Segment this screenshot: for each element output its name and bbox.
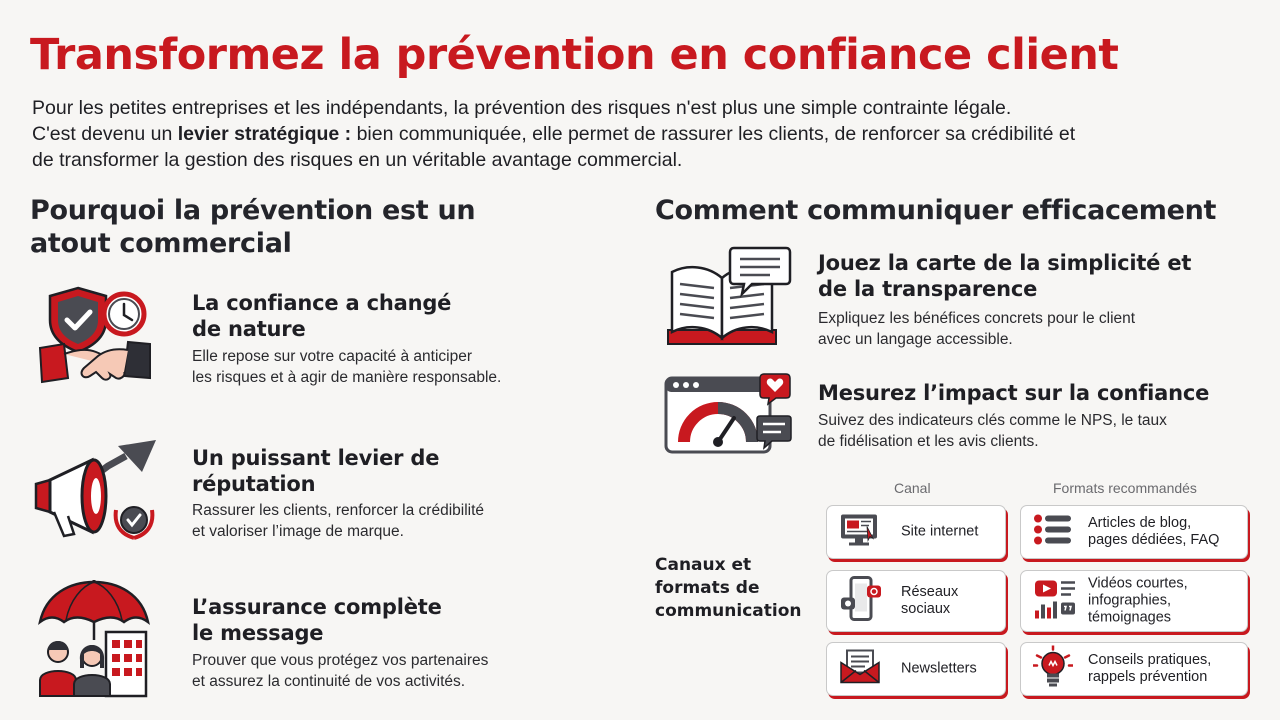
envelope-icon — [839, 649, 881, 690]
channels-label-line-1: Canaux et — [655, 555, 752, 575]
umbrella-people-icon — [36, 580, 154, 703]
open-book-chat-icon — [664, 244, 792, 353]
item-title — [192, 594, 612, 646]
channel-name-line-1: Newsletters — [901, 660, 977, 677]
channel-name-line-1: Site internet — [901, 523, 979, 540]
formats-line-1: Vidéos courtes, — [1088, 575, 1188, 592]
intro-line-2c: bien communiquée, elle permet de rassurer les clients, de renforcer sa crédibilité et — [351, 123, 1076, 145]
channel-card-social — [826, 570, 1006, 632]
channel-name — [901, 584, 958, 618]
formats-card-social — [1020, 570, 1248, 632]
formats-line-2: infographies, — [1088, 592, 1172, 609]
channel-name-line-2: sociaux — [901, 601, 951, 617]
left-section-heading — [30, 194, 530, 260]
item-desc-line-2: de fidélisation et les avis clients. — [818, 433, 1039, 450]
shield-handshake-clock-icon — [38, 282, 153, 402]
item-title-line-1: La confiance a changé — [192, 291, 452, 315]
channel-name-line-1: Réseaux — [901, 584, 959, 600]
gauge-dashboard-icon — [664, 372, 792, 459]
lightbulb-icon — [1033, 646, 1073, 693]
formats-line-1: Articles de blog, — [1088, 515, 1192, 531]
formats-text — [1088, 515, 1219, 549]
item-description — [818, 410, 1258, 452]
item-title — [818, 250, 1258, 302]
item-desc-line-2: les risques et à agir de manière responsable. — [192, 369, 502, 386]
item-title-line-2: de la transparence — [818, 277, 1038, 301]
formats-line-3: témoignages — [1088, 609, 1172, 626]
left-heading-line-1: Pourquoi la prévention est un — [30, 195, 476, 226]
megaphone-growth-icon — [30, 438, 162, 553]
item-title-line-2: le message — [192, 621, 324, 645]
item-description — [192, 346, 612, 388]
formats-text — [1088, 576, 1188, 627]
intro-line-2 — [32, 121, 1252, 147]
column-header-canal: Canal — [894, 480, 931, 496]
channel-card-website — [826, 505, 1006, 559]
channel-name — [901, 524, 978, 541]
item-desc-line-2: et assurez la continuité de vos activités. — [192, 673, 466, 690]
item-desc-line-1: Suivez des indicateurs clés comme le NPS, le taux — [818, 412, 1167, 429]
formats-card-newsletter — [1020, 642, 1248, 696]
intro-line-2a: C'est devenu un — [32, 123, 178, 145]
intro-line-3: de transformer la gestion des risques en un véritable avantage commercial. — [32, 149, 683, 171]
item-title-line-1: Mesurez l’impact sur la confiance — [818, 381, 1210, 405]
item-title — [192, 445, 612, 497]
item-description — [192, 500, 612, 542]
channels-label — [655, 554, 815, 623]
item-title — [818, 380, 1258, 406]
list-icon — [1033, 514, 1073, 551]
item-desc-line-1: Expliquez les bénéfices concrets pour le client — [818, 310, 1136, 327]
item-desc-line-2: avec un langage accessible. — [818, 331, 1013, 348]
intro-text — [32, 95, 1252, 173]
channel-card-newsletter — [826, 642, 1006, 696]
item-title-line-2: de nature — [192, 317, 306, 341]
item-desc-line-1: Elle repose sur votre capacité à anticiper — [192, 348, 473, 365]
column-header-formats: Formats recommandés — [1053, 480, 1197, 496]
formats-line-1: Conseils pratiques, — [1088, 652, 1212, 668]
smartphone-social-icon — [839, 576, 883, 627]
right-section-heading: Comment communiquer efficacement — [655, 195, 1217, 226]
item-title-line-1: Jouez la carte de la simplicité et — [818, 251, 1192, 275]
formats-card-website — [1020, 505, 1248, 559]
channels-label-line-2: formats de — [655, 578, 760, 598]
item-desc-line-2: et valoriser l’image de marque. — [192, 523, 404, 540]
item-desc-line-1: Prouver que vous protégez vos partenaires — [192, 652, 489, 669]
item-description — [818, 308, 1258, 350]
page-title: Transformez la prévention en confiance client — [30, 30, 1119, 80]
formats-text — [1088, 652, 1211, 686]
formats-line-2: rappels prévention — [1088, 669, 1208, 685]
item-title-line-1: Un puissant levier de — [192, 446, 440, 470]
item-title-line-2: réputation — [192, 472, 316, 496]
item-title-line-1: L’assurance complète — [192, 595, 442, 619]
item-title — [192, 290, 612, 342]
left-heading-line-2: atout commercial — [30, 228, 292, 259]
item-desc-line-1: Rassurer les clients, renforcer la crédibilité — [192, 502, 485, 519]
item-description — [192, 650, 612, 692]
channels-label-line-3: communication — [655, 601, 802, 621]
monitor-icon — [839, 513, 879, 552]
formats-line-2: pages dédiées, FAQ — [1088, 532, 1220, 548]
channel-name — [901, 661, 977, 678]
intro-line-1: Pour les petites entreprises et les indépendants, la prévention des risques n'est plus une simple contrainte légale. — [32, 97, 1012, 119]
video-infographic-icon — [1033, 577, 1077, 626]
intro-highlight: levier stratégique : — [177, 123, 352, 145]
